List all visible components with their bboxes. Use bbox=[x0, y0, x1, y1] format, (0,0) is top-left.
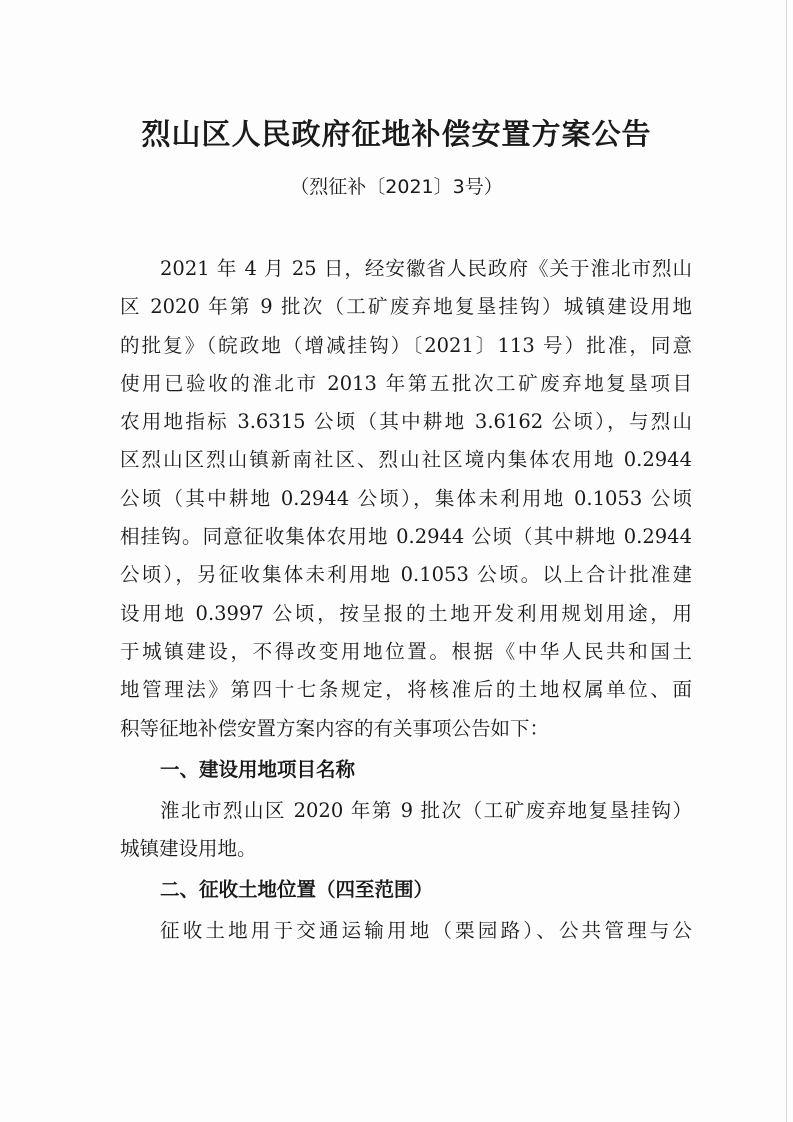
section-project-name-body bbox=[120, 792, 692, 869]
document-title: 烈山区人民政府征地补偿安置方案公告 bbox=[141, 117, 652, 151]
paragraph-line: 相挂钩。同意征收集体农用地 0.2944 公顷（其中耕地 0.2944 bbox=[120, 525, 692, 549]
section-land-location-body bbox=[120, 912, 692, 950]
paragraph-line: 于城镇建设，不得改变用地位置。根据《中华人民共和国土 bbox=[120, 639, 692, 663]
paragraph-line: 区 2020 年第 9 批次（工矿废弃地复垦挂钩）城镇建设用地 bbox=[120, 295, 692, 319]
paragraph-line: 地管理法》第四十七条规定，将核准后的土地权属单位、面 bbox=[120, 678, 692, 702]
paragraph-line: 的批复》（皖政地（增减挂钩）〔2021〕113 号）批准，同意 bbox=[120, 333, 692, 357]
paragraph-line: 使用已验收的淮北市 2013 年第五批次工矿废弃地复垦项目 bbox=[120, 371, 692, 395]
paragraph-line: 积等征地补偿安置方案内容的有关事项公告如下： bbox=[120, 716, 550, 740]
paragraph-line: 淮北市烈山区 2020 年第 9 批次（工矿废弃地复垦挂钩） bbox=[160, 798, 692, 822]
paragraph-line: 城镇建设用地。 bbox=[120, 837, 257, 861]
paragraph-line: 公顷），另征收集体未利用地 0.1053 公顷。以上合计批准建 bbox=[120, 563, 692, 587]
paragraph-line: 区烈山区烈山镇新南社区、烈山社区境内集体农用地 0.2944 bbox=[120, 448, 692, 472]
paragraph-line: 征收土地用于交通运输用地（栗园路）、公共管理与公 bbox=[160, 919, 692, 943]
paragraph-line: 2021 年 4 月 25 日，经安徽省人民政府《关于淮北市烈山 bbox=[160, 257, 692, 280]
section-heading-project-name: 一、建设用地项目名称 bbox=[160, 757, 356, 781]
scan-edge-line bbox=[786, 0, 787, 1122]
paragraph-approval bbox=[120, 250, 692, 748]
document-body bbox=[120, 250, 692, 951]
paragraph-line: 设用地 0.3997 公顷，按呈报的土地开发利用规划用途，用 bbox=[120, 601, 692, 625]
paragraph-line: 农用地指标 3.6315 公顷（其中耕地 3.6162 公顷），与烈山 bbox=[120, 410, 692, 434]
document-number: （烈征补〔2021〕3号） bbox=[290, 176, 503, 198]
section-heading-land-location: 二、征收土地位置（四至范围） bbox=[160, 878, 434, 902]
paragraph-line: 公顷（其中耕地 0.2944 公顷），集体未利用地 0.1053 公顷 bbox=[120, 486, 692, 510]
